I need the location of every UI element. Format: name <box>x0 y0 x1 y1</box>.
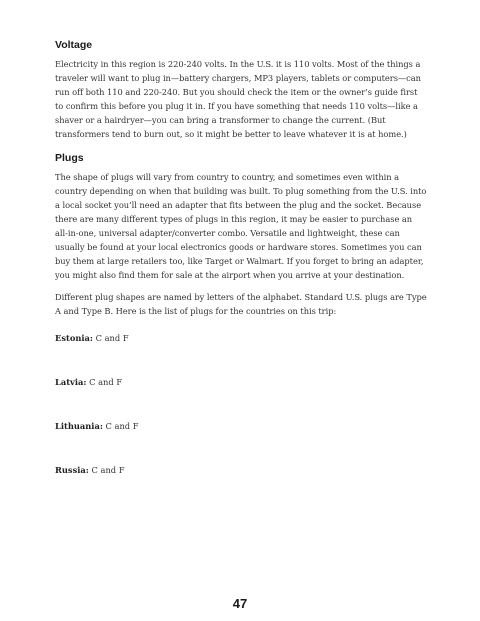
voltage-section <box>55 38 427 142</box>
country-name: Estonia: <box>55 332 93 343</box>
page-number: 47 <box>232 596 248 611</box>
country-item-latvia <box>55 375 427 389</box>
plugs-paragraph-types: Different plug shapes are named by letters of the alphabet. Standard U.S. plugs are Type A and Type B. Here is the list of plugs for the countries on this trip: <box>55 292 427 317</box>
plugs-heading: Plugs <box>55 151 84 164</box>
country-item-lithuania <box>55 419 427 433</box>
plug-types: C and F <box>91 464 125 475</box>
voltage-paragraph: Electricity in this region is 220-240 volts. In the U.S. it is 110 volts. Most of the things a traveler will want to plug in—battery chargers, MP3 players, tablets or computers—can run off both 110 and 220-240. But you should check the item or the owner’s guide first to confirm this before you plug it in. If you have something that needs 110 volts—like a shaver or a hairdryer—you can bring a transformer to change the current. (But transformers tend to burn out, so it might be better to leave whatever it is at home.) <box>55 59 421 140</box>
plugs-paragraph-shapes: The shape of plugs will vary from country to country, and sometimes even within a country depending on when that building was built. To plug something from the U.S. into a local socket you’ll need an adapter that fits between the plug and the socket. Because there are many different types of plugs in this region, it may be easier to purchase an all-in-one, universal adapter/converter combo. Versatile and lightweight, these can usually be found at your local electronics goods or hardware stores. Sometimes you can buy them at large retailers too, like Target or Walmart. If you forget to bring an adapter, you might also find them for sale at the airport when you arrive at your destination. <box>55 171 427 281</box>
country-item-estonia <box>55 331 427 345</box>
country-name: Lithuania: <box>55 420 103 431</box>
plug-types: C and F <box>95 332 129 343</box>
country-name: Russia: <box>55 464 89 475</box>
country-plug-list <box>55 331 427 477</box>
country-item-russia <box>55 463 427 477</box>
page-content <box>55 38 427 507</box>
plug-types: C and F <box>89 376 123 387</box>
plugs-section <box>55 151 427 477</box>
country-name: Latvia: <box>55 376 87 387</box>
plug-types: C and F <box>105 420 139 431</box>
voltage-heading: Voltage <box>55 39 93 51</box>
